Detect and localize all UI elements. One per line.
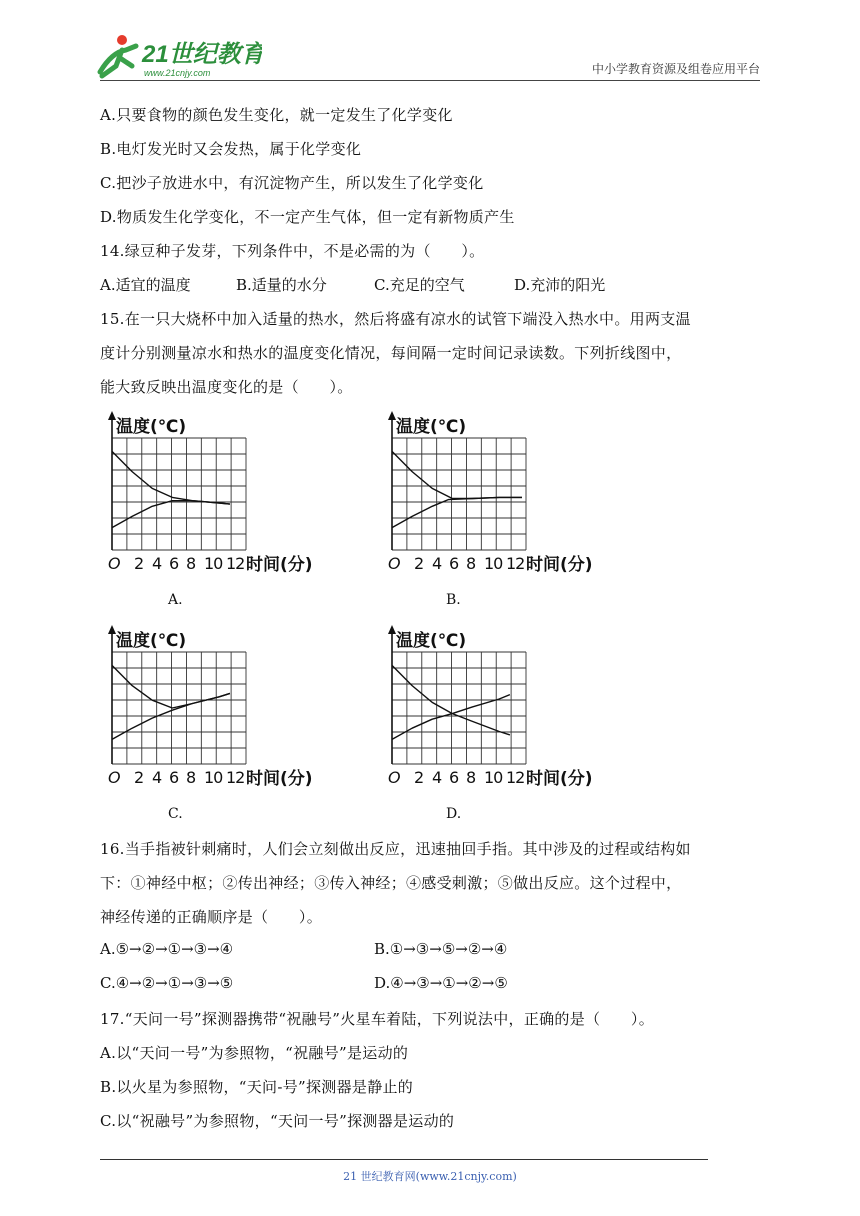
x-tick-label: 2 — [414, 554, 425, 573]
y-axis-label: 温度(℃) — [396, 631, 467, 651]
chart-b-label: B. — [446, 592, 461, 608]
chart-svg — [380, 622, 600, 797]
chart-c — [100, 622, 320, 797]
series-hot-water — [112, 451, 230, 504]
chart-a-label: A. — [168, 592, 183, 608]
footer-text: 21 世纪教育网(www.21cnjy.com) — [343, 1170, 517, 1183]
series-cold-water — [392, 695, 510, 740]
x-tick-label: 12 — [226, 554, 245, 573]
x-tick-label: 12 — [226, 768, 245, 787]
q16-stem-line-1: 16.当手指被针刺痛时，人们会立刻做出反应，迅速抽回手指。其中涉及的过程或结构如 — [100, 840, 691, 858]
q17-option-a: A.以“天问一号”为参照物，“祝融号”是运动的 — [100, 1044, 409, 1062]
x-tick-label: 6 — [169, 768, 180, 787]
x-tick-label: 8 — [186, 554, 197, 573]
series-hot-water — [112, 665, 230, 708]
footer-rule — [100, 1159, 708, 1160]
x-tick-label: 4 — [432, 554, 443, 573]
q16-stem-line-3: 神经传递的正确顺序是（ ）。 — [100, 908, 323, 926]
x-tick-label: 4 — [152, 768, 163, 787]
x-tick-label: 8 — [466, 554, 477, 573]
x-tick-label: 10 — [484, 768, 503, 787]
header-platform-text: 中小学教育资源及组卷应用平台 — [591, 62, 760, 76]
chart-d-label: D. — [446, 806, 462, 822]
brand-logo — [92, 32, 262, 82]
y-axis-arrow — [388, 625, 396, 634]
x-tick-label: 8 — [466, 768, 477, 787]
x-axis-label: 时间(分) — [246, 769, 313, 789]
q14-option-c: C.充足的空气 — [374, 276, 465, 294]
q15-stem-line-1: 15.在一只大烧杯中加入适量的热水，然后将盛有凉水的试管下端没入热水中。用两支温 — [100, 310, 691, 328]
q14-option-a: A.适宜的温度 — [100, 276, 191, 294]
q13-option-a: A.只要食物的颜色发生变化，就一定发生了化学变化 — [100, 106, 453, 124]
chart-svg — [100, 622, 320, 797]
x-tick-label: 2 — [414, 768, 425, 787]
q17-stem: 17.“天问一号”探测器携带“祝融号”火星车着陆，下列说法中，正确的是（ ）。 — [100, 1010, 655, 1028]
x-tick-label: 6 — [449, 554, 460, 573]
x-tick-label: 10 — [484, 554, 503, 573]
chart-a — [100, 408, 320, 583]
q16-option-a: A.⑤→②→①→③→④ — [100, 940, 234, 958]
logo-text: 21世纪教育 — [142, 41, 262, 68]
x-tick-label: 10 — [204, 554, 223, 573]
x-tick-label: O — [108, 554, 121, 573]
q14-option-d: D.充沛的阳光 — [514, 276, 606, 294]
x-tick-label: 8 — [186, 768, 197, 787]
header-rule — [100, 80, 760, 81]
chart-d — [380, 622, 600, 797]
x-tick-label: 12 — [506, 554, 525, 573]
chart-b — [380, 408, 600, 583]
q16-stem-line-2: 下：①神经中枢；②传出神经；③传入神经；④感受刺激；⑤做出反应。这个过程中， — [100, 874, 682, 892]
x-tick-label: 10 — [204, 768, 223, 787]
q16-option-b: B.①→③→⑤→②→④ — [374, 940, 508, 958]
q14-stem: 14.绿豆种子发芽，下列条件中，不是必需的为（ ）。 — [100, 242, 485, 260]
x-tick-label: 2 — [134, 768, 145, 787]
y-axis-arrow — [108, 411, 116, 420]
x-tick-label: 6 — [449, 768, 460, 787]
x-tick-label: 4 — [432, 768, 443, 787]
chart-svg — [380, 408, 600, 583]
y-axis-label: 温度(℃) — [116, 631, 187, 651]
q16-option-c: C.④→②→①→③→⑤ — [100, 974, 234, 992]
x-axis-label: 时间(分) — [246, 555, 313, 575]
x-tick-label: 6 — [169, 554, 180, 573]
y-axis-label: 温度(℃) — [396, 417, 467, 437]
x-tick-label: O — [388, 768, 401, 787]
q15-stem-line-2: 度计分别测量凉水和热水的温度变化情况，每间隔一定时间记录读数。下列折线图中， — [100, 344, 682, 362]
x-tick-label: O — [108, 768, 121, 787]
x-tick-label: 12 — [506, 768, 525, 787]
q17-option-c: C.以“祝融号”为参照物，“天问一号”探测器是运动的 — [100, 1112, 455, 1130]
y-axis-arrow — [388, 411, 396, 420]
q13-option-c: C.把沙子放进水中，有沉淀物产生，所以发生了化学变化 — [100, 174, 484, 192]
y-axis-label: 温度(℃) — [116, 417, 187, 437]
x-tick-label: 2 — [134, 554, 145, 573]
x-axis-label: 时间(分) — [526, 555, 593, 575]
x-axis-label: 时间(分) — [526, 769, 593, 789]
series-hot-water — [392, 451, 522, 498]
chart-c-label: C. — [168, 806, 183, 822]
q14-option-b: B.适量的水分 — [236, 276, 327, 294]
chart-svg — [100, 408, 320, 583]
series-cold-water — [112, 501, 230, 528]
y-axis-arrow — [108, 625, 116, 634]
q13-option-b: B.电灯发光时又会发热，属于化学变化 — [100, 140, 362, 158]
x-tick-label: 4 — [152, 554, 163, 573]
q17-option-b: B.以火星为参照物，“天问-号”探测器是静止的 — [100, 1078, 414, 1096]
q16-option-d: D.④→③→①→②→⑤ — [374, 974, 508, 992]
q13-option-d: D.物质发生化学变化，不一定产生气体，但一定有新物质产生 — [100, 208, 515, 226]
logo-url: www.21cnjy.com — [144, 68, 211, 78]
runner-logo-icon — [92, 32, 262, 82]
q15-stem-line-3: 能大致反映出温度变化的是（ ）。 — [100, 378, 353, 396]
x-tick-label: O — [388, 554, 401, 573]
